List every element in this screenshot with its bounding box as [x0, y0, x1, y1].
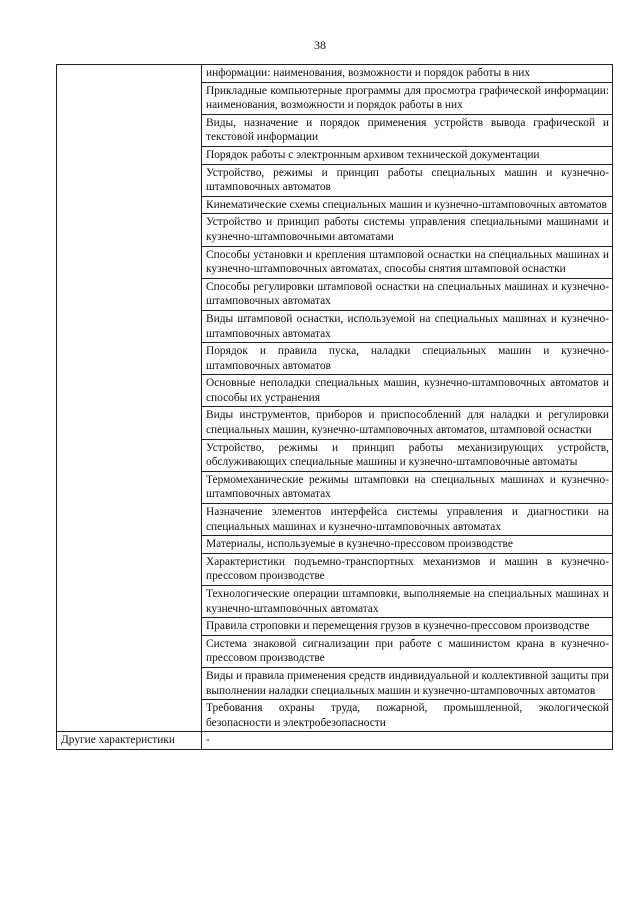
- table-row: [57, 278, 613, 310]
- knowledge-item: Виды инструментов, приборов и приспособлений для наладки и регулировки специальных машин, кузнечно-штамповочных автоматов, штамповой оснастки: [202, 407, 613, 439]
- empty-label-cell: [57, 196, 202, 214]
- knowledge-item: Основные неполадки специальных машин, кузнечно-штамповочных автоматов и способы их устранения: [202, 375, 613, 407]
- knowledge-item: Правила строповки и перемещения грузов в кузнечно-прессовом производстве: [202, 618, 613, 636]
- knowledge-item: Виды штамповой оснастки, используемой на специальных машинах и кузнечно-штамповочных автоматах: [202, 310, 613, 342]
- empty-label-cell: [57, 146, 202, 164]
- table-row: [57, 536, 613, 554]
- table-row: [57, 65, 613, 83]
- knowledge-item: Устройство и принцип работы системы управления специальными машинами и кузнечно-штамповочными автоматами: [202, 214, 613, 246]
- empty-label-cell: [57, 586, 202, 618]
- other-characteristics-label: Другие характеристики: [57, 732, 202, 750]
- knowledge-table: [56, 64, 613, 750]
- empty-label-cell: [57, 439, 202, 471]
- empty-label-cell: [57, 82, 202, 114]
- other-characteristics-value: -: [202, 732, 613, 750]
- table-row: [57, 471, 613, 503]
- table-row: [57, 375, 613, 407]
- empty-label-cell: [57, 700, 202, 732]
- empty-label-cell: [57, 553, 202, 585]
- table-row: [57, 586, 613, 618]
- empty-label-cell: [57, 164, 202, 196]
- empty-label-cell: [57, 278, 202, 310]
- knowledge-item: Характеристики подъемно-транспортных механизмов и машин в кузнечно-прессовом производстве: [202, 553, 613, 585]
- empty-label-cell: [57, 504, 202, 536]
- table-row: [57, 146, 613, 164]
- knowledge-item: Материалы, используемые в кузнечно-прессовом производстве: [202, 536, 613, 554]
- empty-label-cell: [57, 635, 202, 667]
- table-row: [57, 700, 613, 732]
- table-row: [57, 82, 613, 114]
- knowledge-item: Назначение элементов интерфейса системы управления и диагностики на специальных машинах и кузнечно-штамповочных автоматах: [202, 504, 613, 536]
- table-row: [57, 164, 613, 196]
- empty-label-cell: [57, 246, 202, 278]
- empty-label-cell: [57, 471, 202, 503]
- empty-label-cell: [57, 65, 202, 83]
- table-row: [57, 343, 613, 375]
- knowledge-item: Способы установки и крепления штамповой оснастки на специальных машинах и кузнечно-штамповочных автоматах, способы снятия штамповой оснастки: [202, 246, 613, 278]
- table-row: [57, 635, 613, 667]
- knowledge-item: Требования охраны труда, пожарной, промышленной, экологической безопасности и электробезопасности: [202, 700, 613, 732]
- knowledge-item: Способы регулировки штамповой оснастки на специальных машинах и кузнечно-штамповочных автоматах: [202, 278, 613, 310]
- knowledge-item: Термомеханические режимы штамповки на специальных машинах и кузнечно-штамповочных автоматах: [202, 471, 613, 503]
- empty-label-cell: [57, 407, 202, 439]
- table-row: [57, 114, 613, 146]
- table-row: [57, 246, 613, 278]
- table-row: [57, 310, 613, 342]
- knowledge-item: Порядок работы с электронным архивом технической документации: [202, 146, 613, 164]
- table-row: [57, 553, 613, 585]
- empty-label-cell: [57, 667, 202, 699]
- other-characteristics-row: [57, 732, 613, 750]
- table-row: [57, 667, 613, 699]
- empty-label-cell: [57, 343, 202, 375]
- table-row: [57, 504, 613, 536]
- knowledge-item: Кинематические схемы специальных машин и кузнечно-штамповочных автоматов: [202, 196, 613, 214]
- knowledge-item: Прикладные компьютерные программы для просмотра графической информации: наименования, возможности и порядок работы в них: [202, 82, 613, 114]
- table-row: [57, 618, 613, 636]
- empty-label-cell: [57, 618, 202, 636]
- table-row: [57, 407, 613, 439]
- knowledge-item: информации: наименования, возможности и порядок работы в них: [202, 65, 613, 83]
- table-row: [57, 214, 613, 246]
- empty-label-cell: [57, 536, 202, 554]
- knowledge-item: Система знаковой сигнализации при работе с машинистом крана в кузнечно-прессовом производстве: [202, 635, 613, 667]
- knowledge-item: Виды и правила применения средств индивидуальной и коллективной защиты при выполнении наладки специальных машин и кузнечно-штамповочных автоматов: [202, 667, 613, 699]
- empty-label-cell: [57, 214, 202, 246]
- table-row: [57, 196, 613, 214]
- knowledge-item: Порядок и правила пуска, наладки специальных машин и кузнечно-штамповочных автоматов: [202, 343, 613, 375]
- empty-label-cell: [57, 114, 202, 146]
- knowledge-item: Технологические операции штамповки, выполняемые на специальных машинах и кузнечно-штамповочных автоматах: [202, 586, 613, 618]
- knowledge-item: Устройство, режимы и принцип работы специальных машин и кузнечно-штамповочных автоматов: [202, 164, 613, 196]
- knowledge-item: Устройство, режимы и принцип работы механизирующих устройств, обслуживающих специальные машины и кузнечно-штамповочные автоматы: [202, 439, 613, 471]
- empty-label-cell: [57, 375, 202, 407]
- table-row: [57, 439, 613, 471]
- page-number: 38: [314, 38, 326, 52]
- knowledge-item: Виды, назначение и порядок применения устройств вывода графической и текстовой информации: [202, 114, 613, 146]
- empty-label-cell: [57, 310, 202, 342]
